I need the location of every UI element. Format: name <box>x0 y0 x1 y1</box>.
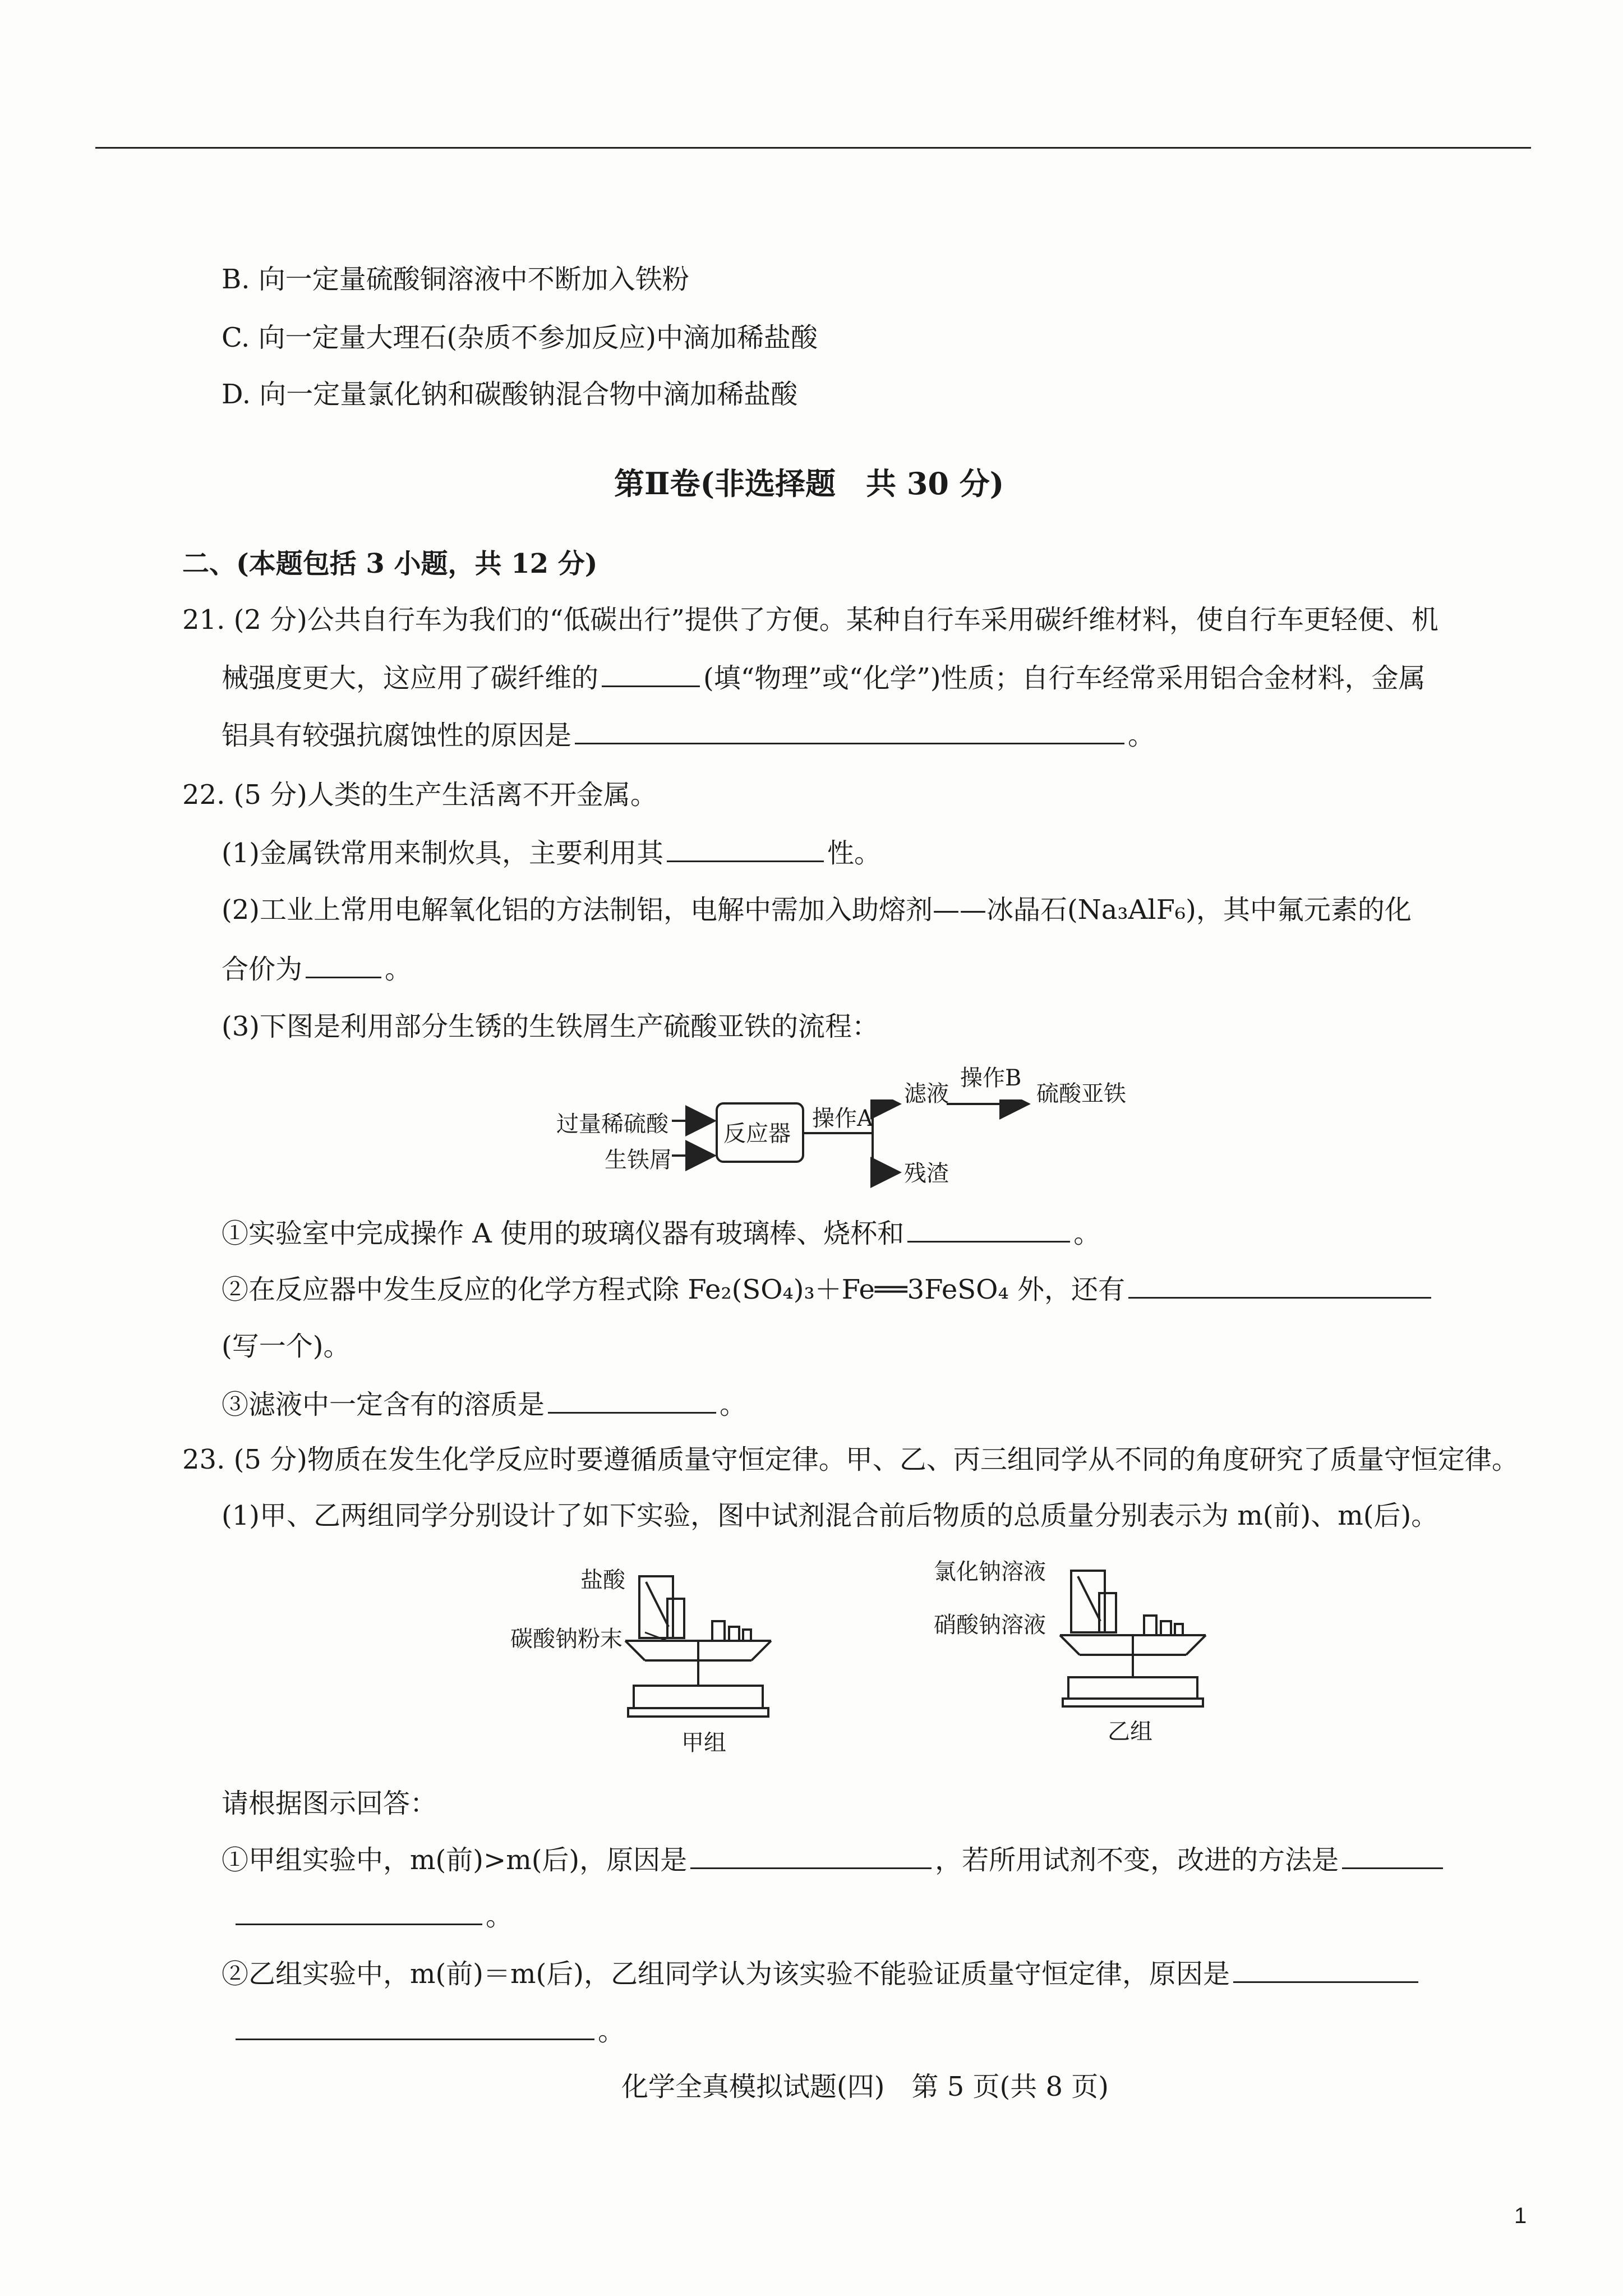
q23-a2-end: 。 <box>598 2016 625 2047</box>
q23-answer2 <box>222 1957 1422 1991</box>
q22-s3-text-a: ③滤液中一定含有的溶质是 <box>222 1389 545 1420</box>
q22-blank-2[interactable] <box>306 952 381 978</box>
q22-part1 <box>222 836 881 870</box>
fig-b-caption: 乙组 <box>1108 1719 1152 1745</box>
q23-part1: (1)甲、乙两组同学分别设计了如下实验，图中试剂混合前后物质的总质量分别表示为 m(前)、m(后)。 <box>222 1500 1438 1531</box>
q21-line3-text-a: 铝具有较强抗腐蚀性的原因是 <box>222 720 572 751</box>
q22-p1-text-a: (1)金属铁常用来制炊具，主要利用其 <box>222 838 663 869</box>
fig-a-caption: 甲组 <box>681 1730 726 1756</box>
q23-prompt: 请根据图示回答： <box>222 1788 437 1819</box>
q23-line1: 23. (5 分)物质在发生化学反应时要遵循质量守恒定律。甲、乙、丙三组同学从不同的角度研究了质量守恒定律。 <box>182 1444 1519 1475</box>
q21-line1: 21. (2 分)公共自行车为我们的“低碳出行”提供了方便。某种自行车采用碳纤维材料，使自行车更轻便、机 <box>182 604 1438 636</box>
q21-line3 <box>222 718 1155 752</box>
flow-residue: 残渣 <box>904 1161 949 1186</box>
q23-blank-3[interactable] <box>1233 1957 1418 1983</box>
q23-a1-text-b: ，若所用试剂不变，改进的方法是 <box>935 1844 1339 1876</box>
q23-blank-2-cont[interactable] <box>236 1899 482 1925</box>
q22-sub3 <box>222 1387 746 1421</box>
flow-filtrate: 滤液 <box>904 1081 949 1107</box>
q22-p1-text-b: 性。 <box>827 838 882 869</box>
flow-reactor-label: 反应器 <box>723 1121 791 1147</box>
q21-line2-text-b: (填“物理”或“化学”)性质；自行车经常采用铝合金材料，金属 <box>703 662 1426 694</box>
q22-sub1 <box>222 1216 1100 1250</box>
fig-a-label-powder: 碳酸钠粉末 <box>510 1626 623 1652</box>
q23-a1-text-a: ①甲组实验中，m(前)>m(后)，原因是 <box>222 1844 688 1876</box>
q23-blank-3-cont[interactable] <box>236 2014 594 2040</box>
q21-blank-1[interactable] <box>602 661 700 687</box>
q22-sub2-cont: (写一个)。 <box>222 1331 351 1362</box>
q22-s1-text-a: ①实验室中完成操作 A 使用的玻璃仪器有玻璃棒、烧杯和 <box>222 1218 905 1249</box>
q21-line3-text-b: 。 <box>1128 720 1155 751</box>
page-number: 1 <box>1514 2203 1527 2228</box>
balance-a-icon <box>617 1565 802 1722</box>
q22-s2-text-a: ②在反应器中发生反应的化学方程式除 Fe₂(SO₄)₃＋Fe══3FeSO₄ 外，还有 <box>222 1274 1126 1305</box>
q22-part2-line1: (2)工业上常用电解氧化铝的方法制铝，电解中需加入助熔剂——冰晶石(Na₃AlF₆)，其中氟元素的化 <box>222 894 1412 926</box>
q21-line2-text-a: 械强度更大，这应用了碳纤维的 <box>222 662 599 694</box>
q23-a1-end: 。 <box>486 1901 513 1932</box>
fig-b-label-nano3: 硝酸钠溶液 <box>934 1612 1046 1638</box>
option-c: C. 向一定量大理石(杂质不参加反应)中滴加稀盐酸 <box>222 322 818 353</box>
flow-op-b: 操作B <box>960 1065 1022 1091</box>
q22-blank-4[interactable] <box>1128 1272 1431 1299</box>
balance-b-icon <box>1054 1559 1239 1711</box>
q23-a2-text-a: ②乙组实验中，m(前)＝m(后)，乙组同学认为该实验不能验证质量守恒定律，原因是 <box>222 1958 1230 1990</box>
option-d: D. 向一定量氯化钠和碳酸钠混合物中滴加稀盐酸 <box>222 379 798 410</box>
section2-header: 二、(本题包括 3 小题，共 12 分) <box>182 548 598 579</box>
q23-answer1 <box>222 1843 1446 1877</box>
q23-answer1-cont <box>236 1899 513 1933</box>
flow-input-acid: 过量稀硫酸 <box>556 1111 668 1137</box>
q21-blank-2[interactable] <box>575 718 1124 744</box>
q22-p2-text-b: 。 <box>385 954 412 985</box>
header-rule <box>95 147 1531 149</box>
q22-s1-text-b: 。 <box>1073 1218 1101 1249</box>
q22-blank-3[interactable] <box>907 1216 1070 1243</box>
q22-sub2 <box>222 1272 1435 1306</box>
q22-p2-text-a: 合价为 <box>222 954 303 985</box>
flow-product: 硫酸亚铁 <box>1036 1081 1126 1107</box>
page-footer: 化学全真模拟试题(四) 第 5 页(共 8 页) <box>621 2071 1109 2102</box>
q21-line2 <box>222 661 1426 695</box>
flow-input-iron: 生铁屑 <box>605 1147 672 1173</box>
part2-title: 第Ⅱ卷(非选择题 共 30 分) <box>614 466 1004 501</box>
q22-part2-line2 <box>222 952 412 986</box>
q22-s3-text-b: 。 <box>720 1389 747 1420</box>
fig-b-label-nacl: 氯化钠溶液 <box>934 1559 1046 1585</box>
q22-blank-5[interactable] <box>548 1387 716 1414</box>
q23-blank-1[interactable] <box>690 1843 932 1869</box>
q22-line1: 22. (5 分)人类的生产生活离不开金属。 <box>182 779 657 811</box>
option-b: B. 向一定量硫酸铜溶液中不断加入铁粉 <box>222 264 689 295</box>
q22-blank-1[interactable] <box>667 836 824 862</box>
flow-op-a: 操作A <box>812 1106 873 1131</box>
fig-a-label-acid: 盐酸 <box>580 1567 625 1593</box>
q22-part3: (3)下图是利用部分生锈的生铁屑生产硫酸亚铁的流程： <box>222 1011 879 1042</box>
q23-answer2-cont <box>236 2014 625 2048</box>
q23-blank-2[interactable] <box>1342 1843 1443 1869</box>
